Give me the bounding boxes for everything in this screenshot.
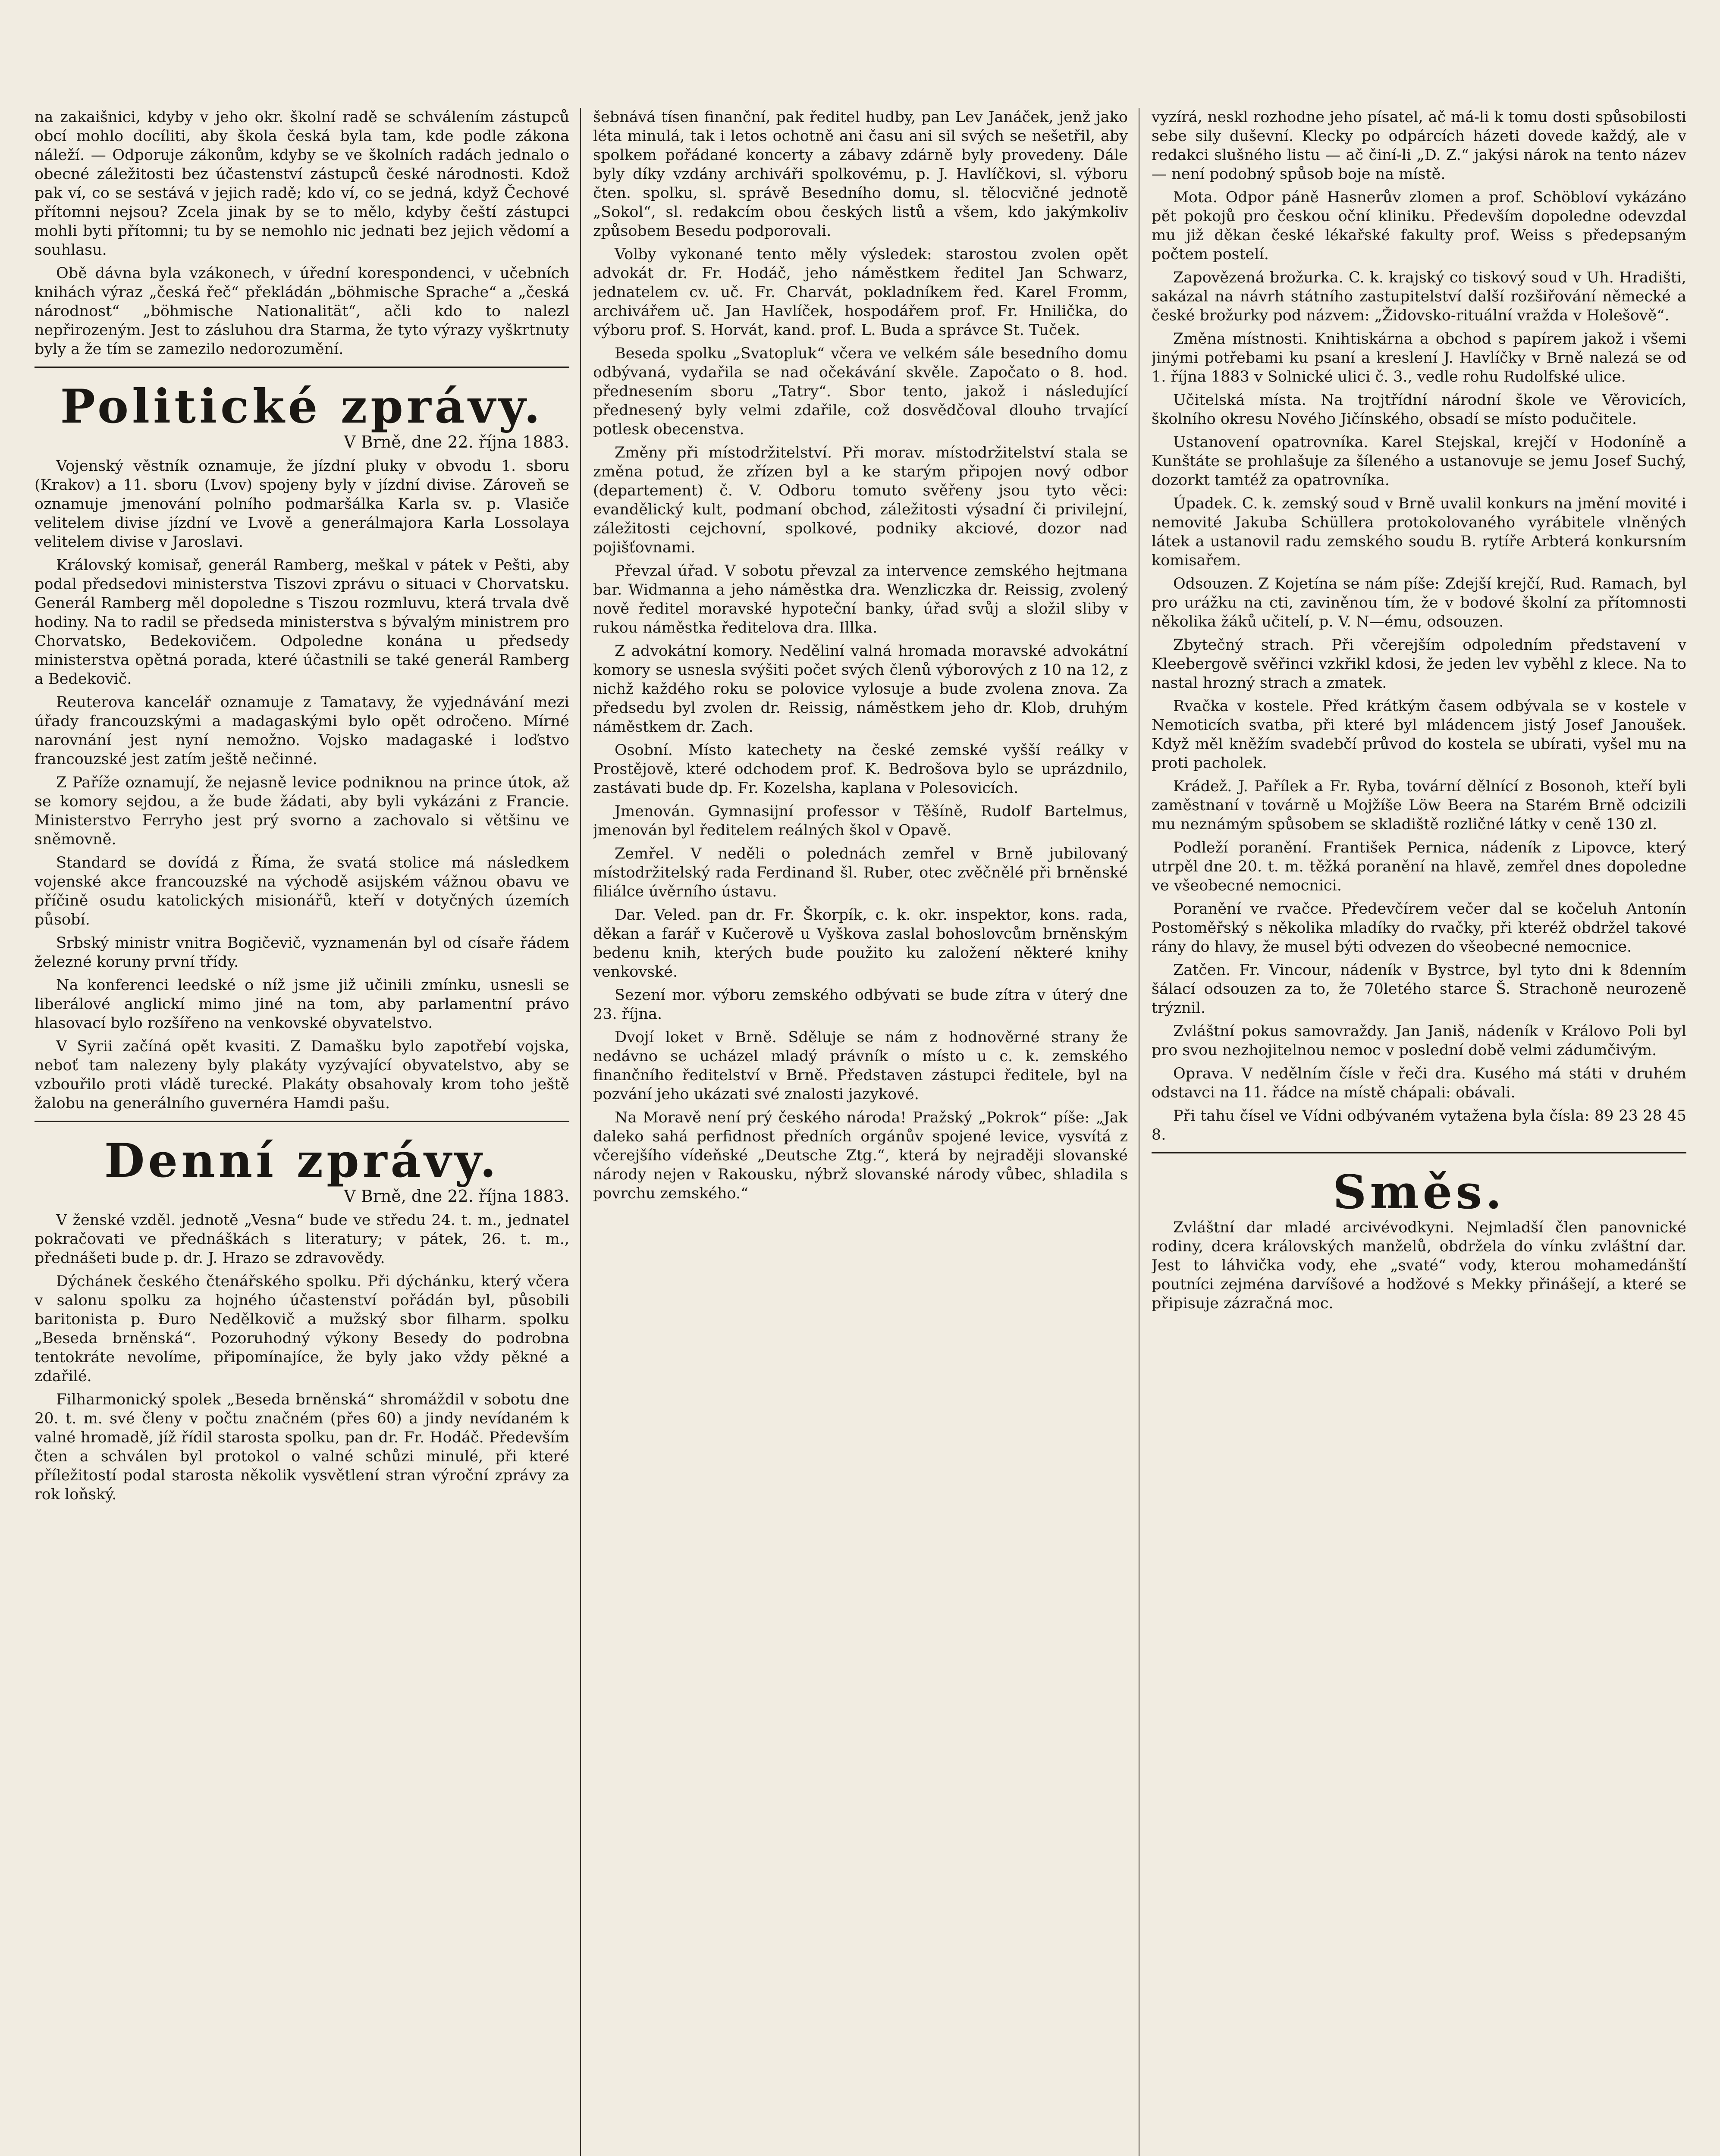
paragraph: Poranění ve rvačce. Předevčírem večer dal se kočeluh Antonín Postoměřský s několika mladíky do rvačky, při kteréž obdržel takové rány do hlavy, že musel býti odvezen do všeobecné nemocnice.	[1152, 900, 1686, 956]
paragraph: Mota. Odpor páně Hasnerův zlomen a prof. Schöbloví vykázáno pět pokojů pro českou oční kliniku. Především dopoledne odevzdal mu již děkan české lékařské fakulty prof. Weiss s předepsaným počtem postelí.	[1152, 189, 1686, 263]
column-3	[1152, 108, 1686, 2156]
paragraph: Vojenský věstník oznamuje, že jízdní pluky v obvodu 1. sboru (Krakov) a 11. sboru (Lvov) spojeny byly v jízdní divise. Zároveň se oznamuje jmenování polního podmaršálka Karla sv. p. Vlasiče velitelem divise jízdní ve Lvově a generálmajora Karla Lossolaya velitelem divise v Jaroslavi.	[35, 458, 569, 551]
paragraph: Osobní. Místo katechety na české zemské vyšší reálky v Prostějově, které odchodem prof. K. Bedrošova bylo se uprázdnilo, zastávati bude dp. Fr. Kozelsha, kaplana v Polesovicích.	[593, 742, 1128, 797]
paragraph: Převzal úřad. V sobotu převzal za intervence zemského hejtmana bar. Widmanna a jeho náměstka dra. Wenzliczka dr. Reissig, zvolený nově ředitel moravské hypoteční banky, úřad svůj a složil sliby v rukou náměstka ředitelova dra. Illka.	[593, 562, 1128, 636]
paragraph: Učitelská místa. Na trojtřídní národní škole ve Věrovicích, školního okresu Nového Jičínského, obsadí se místo podučitele.	[1152, 392, 1686, 428]
column-2	[593, 108, 1128, 2156]
paragraph: Zemřel. V neděli o polednách zemřel v Brně jubilovaný místodržitelský rada Ferdinand šl. Ruber, otec zvěčnělé při brněnské filiálce úvěrního ústavu.	[593, 845, 1128, 900]
paragraph: Ustanovení opatrovníka. Karel Stejskal, krejčí v Hodoníně a Kunštáte se prohlašuje za šíleného a ustanovuje se jemu Josef Suchý, dozorkt tamtéž za opatrovníka.	[1152, 434, 1686, 489]
paragraph: Odsouzen. Z Kojetína se nám píše: Zdejší krejčí, Rud. Ramach, byl pro urážku na cti, zaviněnou tím, že v bodové školní za přítomnosti několika žáků učitelí, p. V. N—ému, odsouzen.	[1152, 575, 1686, 630]
column-1	[35, 108, 569, 2156]
paragraph: Obě dávna byla vzákonech, v úřední korespondenci, v učebních knihách výraz „česká řeč“ překládán „böhmische Sprache“ a „česká národnost“ „böhmische Nationalität“, ačli kdo to nalezl nepřirozeným. Jest to zásluhou dra Starma, že tyto výrazy vyškrtnuty byly a že tím se zamezilo nedorozumění.	[35, 265, 569, 358]
paragraph: Krádež. J. Pařílek a Fr. Ryba, tovární dělnící z Bosonoh, kteří byli zaměstnaní v továrně u Mojžíše Löw Beera na Starém Brně odcizili mu neznámým spůsobem se skladiště rozličné látky v ceně 130 zl.	[1152, 778, 1686, 833]
paragraph: Reuterova kancelář oznamuje z Tamatavy, že vyjednávání mezi úřady francouzskými a madagaskými bylo opět odročeno. Mírné narovnání jest nyní nemožno. Vojsko madagaské i loďstvo francouzské jest zatím ještě nečinné.	[35, 694, 569, 768]
paragraph: Dýchánek českého čtenářského spolku. Při dýchánku, který včera v salonu spolku za hojného účastenství pořádán byl, působili baritonista p. Đuro Nedělkovič a mužský sbor filharm. spolku „Beseda brněnská“. Pozoruhodný výkony Besedy do podrobna tentokráte nevolíme, připomínajíce, že byly jako vždy pěkné a zdařilé.	[35, 1273, 569, 1385]
section-heading-miscellany: Směs.	[1333, 1165, 1505, 1219]
paragraph: Změny při místodržitelství. Při morav. místodržitelství stala se změna potud, že zřízen byl a ke starým připojen nový odbor (departement) č. V. Odboru tomuto svěřeny jsou tyto věci: evandělický kult, podmaní obchod, záležitosti výsadní či privilejní, záležitosti cejchovní, spolkové, podniky akciové, dozor nad pojišťovnami.	[593, 444, 1128, 556]
paragraph: Zbytečný strach. Při včerejším odpoledním představení v Kleebergově svěřinci vzkřikl kdosi, že jeden lev vyběhl z klece. Na to nastal hrozný strach a zmatek.	[1152, 636, 1686, 692]
paragraph: vyzírá, neskl rozhodne jeho písatel, ač má-li k tomu dosti spůsobilosti sebe sily duševní. Klecky po odpárcích házeti dovede každý, ale v redakci slušného listu — ač činí-li „D. Z.“ jakýsi nárok na tento název — není podobný spůsob boje na místě.	[1152, 109, 1686, 183]
paragraph: Zapovězená brožurka. C. k. krajský co tiskový soud v Uh. Hradišti, sakázal na návrh státního zastupitelství další rozšiřování německé a české brožurky pod názvem: „Židovsko-rituální vražda v Holešově“.	[1152, 269, 1686, 324]
paragraph: Královský komisař, generál Ramberg, meškal v pátek v Pešti, aby podal předsedovi ministerstva Tiszovi zprávu o situaci v Chorvatsku. Generál Ramberg měl dopoledne s Tiszou rozmluvu, která trvala dvě hodiny. Na to radil se předseda ministerstva s bývalým ministrem pro Chorvatsko, Bedekovičem. Odpoledne konána u předsedy ministerstva opětná porada, které účastnili se také generál Ramberg a Bedekovič.	[35, 557, 569, 688]
paragraph: Filharmonický spolek „Beseda brněnská“ shromáždil v sobotu dne 20. t. m. své členy v počtu značném (přes 60) a jindy nevídaném k valné hromadě, jíž řídil starosta spolku, pan dr. Fr. Hodáč. Především čten a schválen byl protokol o valné schůzi minulé, při které příležitostí podal starosta několik vysvětlení stran výroční zprávy za rok loňský.	[35, 1391, 569, 1503]
paragraph: Z advokátní komory. Neděliní valná hromada moravské advokátní komory se usnesla svýšiti počet svých členů výborových z 10 na 12, z nichž každého roku se polovice vylosuje a bude zvolena znova. Za předsedu byl zvolen dr. Reissig, náměstkem jeho dr. Klob, druhým náměstkem dr. Zach.	[593, 642, 1128, 736]
paragraph: Při tahu čísel ve Vídni odbývaném vytažena byla čísla: 89 23 28 45 8.	[1152, 1107, 1686, 1144]
paragraph: Dar. Veled. pan dr. Fr. Škorpík, c. k. okr. inspektor, kons. rada, děkan a farář v Kučerově u Vyškova zaslal bohoslovcům brněnským bedenu knih, kterých bude použito ku založení některé knihy venkovské.	[593, 906, 1128, 981]
paragraph: Na konferenci leedské o níž jsme již učinili zmínku, usnesli se liberálové anglickí mimo jiné na tom, aby parlamentní právo hlasovací bylo rozšířeno na venkovské obyvatelstvo.	[35, 977, 569, 1032]
paragraph: V Syrii začíná opět kvasiti. Z Damašku bylo zapotřebí vojska, neboť tam nalezeny byly plakáty vyzývající obyvatelstvo, aby se vzbouřilo proti vládě turecké. Plakáty obsahovaly krom toho ještě žalobu na generálního guvernéra Hamdi pašu.	[35, 1038, 569, 1112]
paragraph: V ženské vzděl. jednotě „Vesna“ bude ve středu 24. t. m., jednatel pokračovati ve přednáškách s literatury; v pátek, 26. t. m., přednášeti bude p. dr. J. Hrazo se zdravovědy.	[35, 1212, 569, 1267]
paragraph: Srbský ministr vnitra Bogičevič, vyznamenán byl od císaře řádem železné koruny první třídy.	[35, 934, 569, 971]
paragraph: Změna místnosti. Knihtiskárna a obchod s papírem jakož i všemi jinými potřebami ku psaní a kreslení J. Havlíčky v Brně nalezá se od 1. října 1883 v Solnické ulici č. 3., vedle rohu Rudolfské ulice.	[1152, 330, 1686, 385]
paragraph: Z Paříže oznamují, že nejasně levice podniknou na prince útok, až se komory sejdou, a že bude žádati, aby byli vykázáni z Francie. Ministerstvo Ferryho jest prý svorno a zachovalo si většinu ve sněmovně.	[35, 774, 569, 848]
paragraph: Beseda spolku „Svatopluk“ včera ve velkém sále besedního domu odbývaná, vydařila se nad očekávání skvěle. Započato o 8. hod. přednesením sboru „Tatry“. Sbor tento, jakož i následující přednesený byly velmi zdařile, což dosvědčoval dlouho trvající potlesk obecenstva.	[593, 345, 1128, 438]
paragraph: Oprava. V nedělním čísle v řeči dra. Kusého má státi v druhém odstavci na 11. řádce na místě chápali: obávali.	[1152, 1065, 1686, 1101]
paragraph: šebnává tísen finanční, pak ředitel hudby, pan Lev Janáček, jenž jako léta minulá, tak i letos ochotně ani času ani sil svých se nešetřil, aby spolkem pořádané koncerty a zábavy zdárně byly provedeny. Dále byly díky vzdány archiváři spolkovému, p. J. Havlíčkovi, sl. výboru čten. spolku, sl. správě Besedního domu, sl. tělocvičné jednotě „Sokol“, sl. redakcím obou českých listů a všem, kdo jakýmkoliv způsobem Besedu podporovali.	[593, 109, 1128, 240]
paragraph: Jmenován. Gymnasijní professor v Těšíně, Rudolf Bartelmus, jmenován byl ředitelem reálných škol v Opavě.	[593, 803, 1128, 839]
section-heading-politics: Politické zprávy.	[60, 379, 544, 434]
paragraph: Zvláštní pokus samovraždy. Jan Janiš, nádeník v Královo Poli byl pro svou nezhojitelnou nemoc v poslední době velmi zádumčivým.	[1152, 1023, 1686, 1059]
paragraph: Na Moravě není prý českého národa! Pražský „Pokrok“ píše: „Jak daleko sahá perfidnost předních orgánův spojené levice, vysvítá z včerejšího vídeňské „Deutsche Ztg.“, která by nejraději slovanské národy nejen v Rakousku, nýbrž slovanské národy vůbec, shladila s povrchu zemského.“	[593, 1109, 1128, 1202]
dateline: V Brně, dne 22. října 1883.	[344, 1187, 569, 1206]
paragraph: Sezení mor. výboru zemského odbývati se bude zítra v úterý dne 23. října.	[593, 987, 1128, 1023]
paragraph: Rvačka v kostele. Před krátkým časem odbývala se v kostele v Nemoticích svatba, při které byl mládencem jistý Josef Janoušek. Když měl kněžím svadebčí průvod do kostela se ubírati, vyšel mu na proti pacholek.	[1152, 698, 1686, 772]
section-divider	[35, 367, 569, 368]
dateline: V Brně, dne 22. října 1883.	[344, 432, 569, 451]
paragraph: Zatčen. Fr. Vincour, nádeník v Bystrce, byl tyto dni k 8denním šálací odsouzen za to, že 70letého starce Š. Strachoně neurozeně trýznil.	[1152, 962, 1686, 1017]
paragraph: na zakaišnici, kdyby v jeho okr. školní radě se schválením zástupců obcí mohlo docíliti, aby škola česká byla tam, kde podle zákona náleží. — Odporuje zákonům, kdyby se ve školních radách jednalo o obecné záležitosti bez účastenství zástupců české národnosti. Kdož pak ví, co se sestává v jejich radě; kdo ví, co se jedná, když Čechové přítomni nejsou? Zcela jinak by se to mělo, kdyby čeští zástupci mohli byti přítomni; tu by se nemohlo nic jednati bez jejich vědomí a souhlasu.	[35, 109, 569, 259]
section-divider	[1152, 1152, 1686, 1153]
paragraph: Dvojí loket v Brně. Sděluje se nám z hodnověrné strany že nedávno se ucházel mladý právník o místo u c. k. zemského finančního ředitelství v Brně. Představen zástupci ředitele, byl na pozvání jeho ukázati své znalosti jazykové.	[593, 1029, 1128, 1103]
paragraph: Volby vykonané tento měly výsledek: starostou zvolen opět advokát dr. Fr. Hodáč, jeho náměstkem ředitel Jan Schwarz, jednatelem cv. uč. Fr. Charvát, pokladníkem řed. Karel Fromm, archivářem uč. Jan Havlíček, hospodářem prof. Fr. Hnilička, do výboru prof. S. Horvát, kand. prof. L. Buda a správce St. Tuček.	[593, 246, 1128, 339]
paragraph: Podleží poranění. František Pernica, nádeník z Lipovce, který utrpěl dne 20. t. m. těžká poranění na hlavě, zemřel dnes dopoledne ve všeobecné nemocnici.	[1152, 839, 1686, 894]
section-divider	[35, 1121, 569, 1122]
paragraph: Standard se dovídá z Říma, že svatá stolice má následkem vojenské akce francouzské na východě asijském vážnou obavu ve příčině osudu katolických misionářů, kteří v dotyčných územích působí.	[35, 854, 569, 928]
section-heading-daily-news: Denní zprávy.	[104, 1134, 500, 1188]
paragraph: Úpadek. C. k. zemský soud v Brně uvalil konkurs na jmění movité i nemovité Jakuba Schüllera protokolovaného vyrábitele vlněných látek a ustanovil radu zemského soudu B. rytíře Arbterá konkursním komisařem.	[1152, 495, 1686, 569]
column-rule	[580, 108, 581, 2156]
paragraph: Zvláštní dar mladé arcivévodkyni. Nejmladší člen panovnické rodiny, dcera královských manželů, obdržela do vínku zvláštní dar. Jest to láhvička vody, ehe „svaté“ vody, kterou mohamedánští poutníci zejména darvíšové a hodžové s Mekky přinášejí, a které se připisuje zázračná moc.	[1152, 1219, 1686, 1312]
